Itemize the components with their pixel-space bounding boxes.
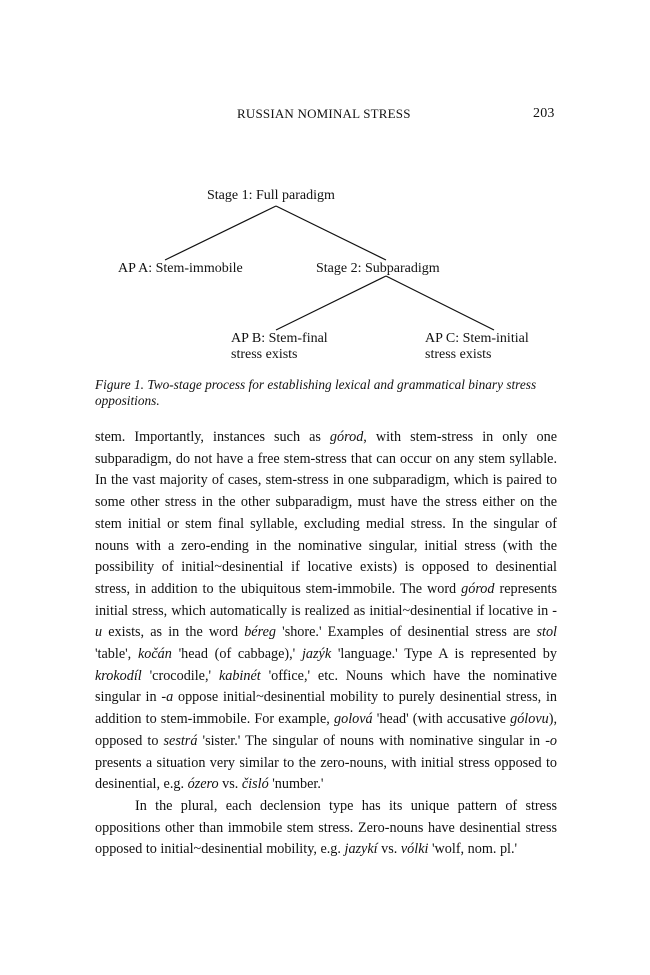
cited-word: golová bbox=[334, 711, 373, 728]
text-run: 'crocodile,' bbox=[141, 667, 219, 684]
text-run: 'office,' etc. Nouns which have the nominative singular in bbox=[95, 667, 557, 706]
cited-word: krokodíl bbox=[95, 667, 142, 684]
paragraph bbox=[95, 427, 557, 796]
cited-word: jazykí bbox=[344, 841, 378, 858]
cited-word: čisló bbox=[241, 776, 269, 793]
text-run: stem. Importantly, instances such as bbox=[95, 429, 330, 445]
cited-word: -a bbox=[161, 689, 174, 706]
branch-stage2-to-ap-c bbox=[386, 276, 494, 330]
text-run: In the plural, each declension type has its unique pattern of stress oppositions other than immobile stem stress. Zero-nouns have desinential stress opposed to initial~desinential mobility, e.g. bbox=[95, 797, 557, 858]
cited-word: -u bbox=[95, 602, 557, 641]
node-ap-a: AP A: Stem-immobile bbox=[118, 261, 243, 276]
branch-root-to-ap-a bbox=[165, 206, 276, 260]
text-run: 'head' (with accusative bbox=[372, 711, 511, 728]
paragraph bbox=[95, 796, 557, 861]
cited-word: vólki bbox=[400, 841, 429, 858]
cited-word: béreg bbox=[244, 624, 276, 641]
cited-word: -o bbox=[545, 732, 558, 749]
figure-tree-diagram bbox=[0, 180, 650, 370]
text-run: 'head (of cabbage),' bbox=[171, 646, 302, 663]
text-run: , with stem-stress in only one subparadigm, do not have a free stem-stress that can occur on any stem syllable. In the vast majority of cases, stem-stress in one subparadigm, which is paired to some other stress in the other subparadigm, must have the stress either on the stem initial or stem final syllable, excluding medial stress. In the singular of nouns with a zero-ending in the nominative singular, initial stress (with the possibility of initial~desinential if locative exists) is opposed to desinential stress, in addition to the ubiquitous stem-immobile. The word bbox=[95, 429, 557, 597]
cited-word: gólovu bbox=[510, 711, 549, 728]
cited-word: kabinét bbox=[218, 667, 261, 684]
node-stage1: Stage 1: Full paradigm bbox=[207, 188, 335, 203]
cited-word: górod bbox=[461, 580, 495, 597]
text-run: vs. bbox=[377, 841, 401, 858]
cited-word: stol bbox=[536, 624, 557, 641]
caption-label: Figure 1. bbox=[95, 377, 144, 392]
node-ap-c bbox=[425, 331, 529, 363]
node-ap-c-line2: stress exists bbox=[425, 347, 492, 362]
node-ap-b-line1: AP B: Stem-final bbox=[231, 331, 328, 346]
branch-root-to-stage2 bbox=[276, 206, 386, 260]
text-run: ), opposed to bbox=[95, 711, 558, 749]
running-title: RUSSIAN NOMINAL STRESS bbox=[237, 106, 411, 121]
cited-word: sestrá bbox=[163, 732, 198, 749]
text-run: 'language.' Type A is represented by bbox=[331, 646, 557, 663]
text-run: 'sister.' The singular of nouns with nominative singular in bbox=[197, 732, 546, 749]
page-number: 203 bbox=[533, 106, 555, 121]
caption-text: Two-stage process for establishing lexical and grammatical binary stress oppositions. bbox=[95, 377, 537, 408]
text-run: 'shore.' Examples of desinential stress are bbox=[275, 624, 537, 641]
cited-word: górod bbox=[329, 429, 364, 445]
text-run: 'wolf, nom. pl.' bbox=[428, 841, 518, 858]
body-text bbox=[95, 427, 557, 861]
node-ap-b-line2: stress exists bbox=[231, 347, 298, 362]
text-run: 'number.' bbox=[268, 776, 324, 793]
node-ap-b bbox=[231, 331, 328, 363]
text-run: vs. bbox=[218, 776, 242, 793]
text-run: 'table', bbox=[95, 646, 138, 663]
cited-word: ózero bbox=[187, 776, 219, 793]
branch-stage2-to-ap-b bbox=[276, 276, 386, 330]
running-head bbox=[0, 106, 650, 124]
text-run: oppose initial~desinential mobility to purely desinential stress, in addition to stem-immobile. For example, bbox=[95, 689, 557, 728]
node-ap-c-line1: AP C: Stem-initial bbox=[425, 331, 529, 346]
node-stage2: Stage 2: Subparadigm bbox=[316, 261, 440, 276]
cited-word: kočán bbox=[137, 646, 172, 663]
text-run: presents a situation very similar to the zero-nouns, with initial stress opposed to desinential, e.g. bbox=[95, 754, 557, 793]
figure-caption bbox=[95, 377, 555, 409]
text-run: represents initial stress, which automatically is realized as initial~desinential if locative in bbox=[95, 580, 557, 619]
text-run: exists, as in the word bbox=[102, 624, 245, 641]
cited-word: jazýk bbox=[301, 646, 332, 663]
